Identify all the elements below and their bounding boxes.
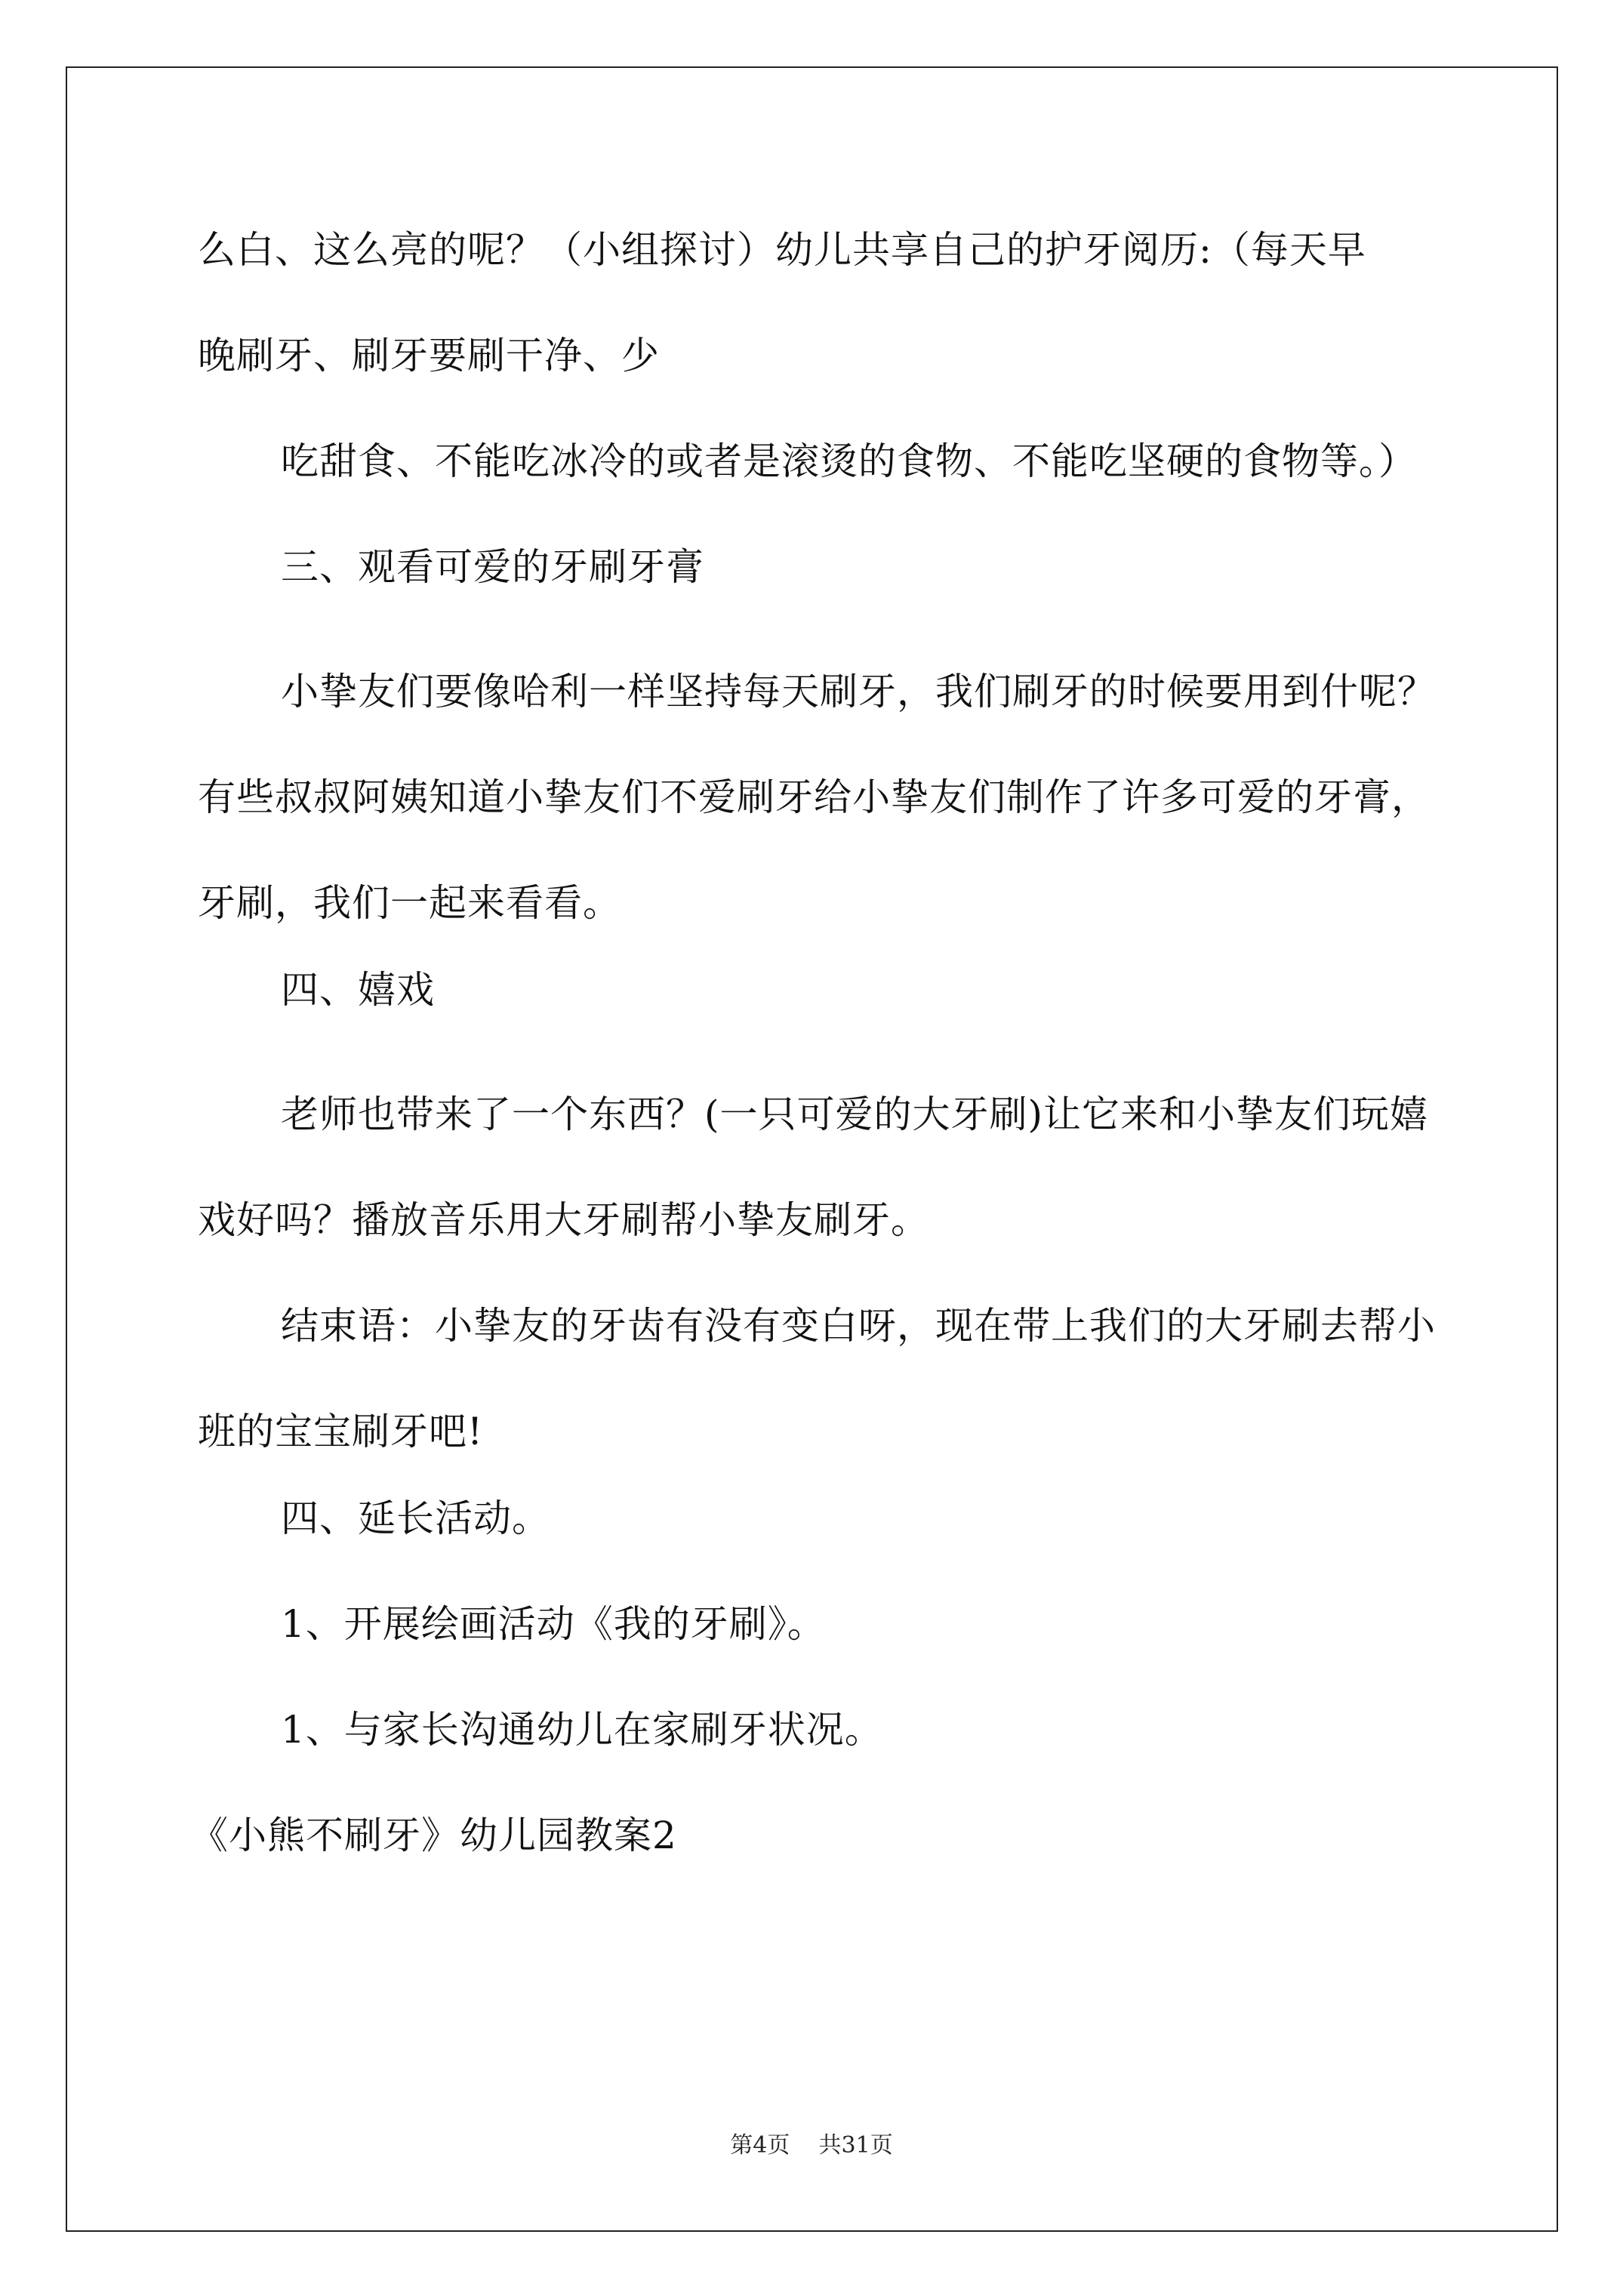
document-title: 《小熊不刷牙》幼儿园教案2 — [190, 1814, 677, 1857]
page-footer — [0, 2131, 1623, 2161]
section-heading: 四、延长活动。 — [281, 1496, 550, 1540]
page-number: 第4页 — [730, 2132, 790, 2159]
list-item: 1、与家长沟通幼儿在家刷牙状况。 — [281, 1708, 883, 1752]
section-heading: 四、嬉戏 — [281, 968, 435, 1012]
paragraph-line: 晚刷牙、刷牙要刷干净、少 — [198, 334, 660, 378]
paragraph-line: 么白、这么亮的呢？（小组探讨）幼儿共享自己的护牙阅历:（每天早 — [198, 228, 1366, 272]
page-total: 共31页 — [818, 2132, 893, 2159]
list-item: 1、开展绘画活动《我的牙刷》。 — [281, 1602, 826, 1646]
paragraph: 小挚友们要像哈利一样坚持每天刷牙，我们刷牙的时候要用到什呢？有些叔叔阿姨知道小挚友们不爱刷牙给小挚友们制作了许多可爱的牙膏，牙刷，我们一起来看看。 — [198, 670, 1436, 925]
paragraph: 结束语：小挚友的牙齿有没有变白呀，现在带上我们的大牙刷去帮小班的宝宝刷牙吧! — [198, 1304, 1436, 1453]
paragraph: 吃甜食、不能吃冰冷的或者是滚烫的食物、不能吃坚硬的食物等。） — [281, 439, 1417, 483]
section-heading: 三、观看可爱的牙刷牙膏 — [281, 545, 704, 589]
paragraph: 老师也带来了一个东西？(一只可爱的大牙刷)让它来和小挚友们玩嬉戏好吗？播放音乐用大牙刷帮小挚友刷牙。 — [198, 1093, 1429, 1242]
